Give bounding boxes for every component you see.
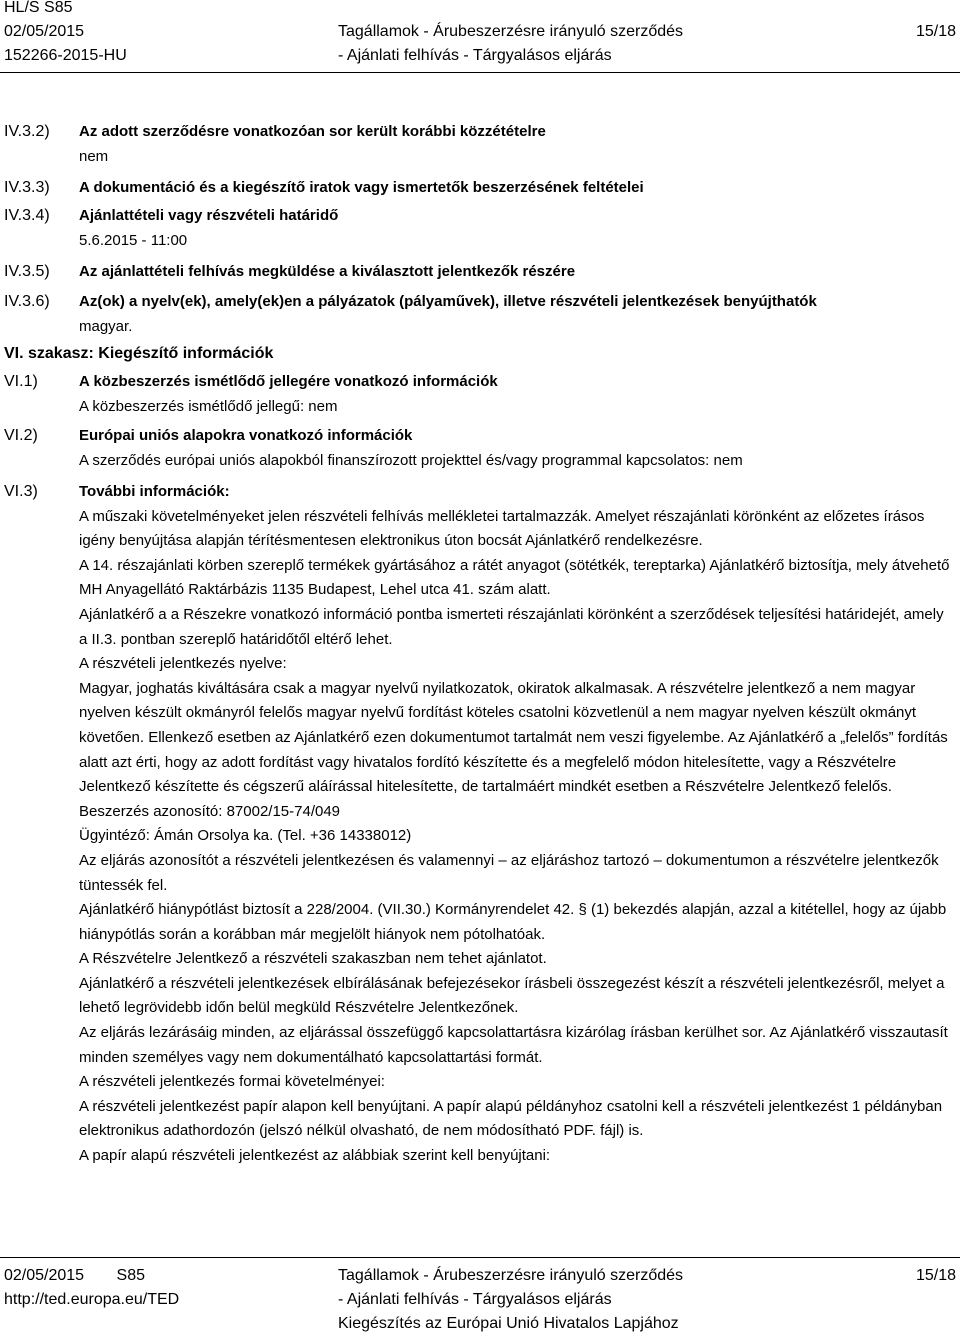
section-text: A 14. részajánlati körben szereplő termékek gyártásához a rátét anyagot (sötétkék, tereptarka) Ajánlatkérő biztosítja, mely átvehető MH Anyagellátó Raktárbázis 1135 Budapest, Lehel utca 41. szám alatt. [79,556,950,599]
footer-date [4,1266,145,1286]
section-text: Beszerzés azonosító: 87002/15-74/049 [79,802,341,820]
section-number: VI.3) [4,483,38,500]
section-text: Az eljárás azonosítót a részvételi jelentkezésen és valamennyi – az eljáráshoz tartozó – dokumentumon a részvételre jelentkezők tüntessék fel. [79,851,939,894]
section-text: A részvételi jelentkezés formai követelményei: [79,1073,385,1091]
section-content [79,176,953,201]
header-notice-number: 152266-2015-HU [4,47,127,64]
section-number: IV.3.3) [4,179,50,196]
section-number: IV.3.5) [4,263,50,280]
section-text: Ügyintéző: Ámán Orsolya ka. (Tel. +36 14338012) [79,827,412,845]
section-text: Az eljárás lezárásáig minden, az eljárással összefüggő kapcsolattartásra kizárólag írásban kerülhet sor. Az Ajánlatkérő visszautasít minden személyes vagy nem dokumentálható kapcsolattartási formát. [79,1024,948,1066]
section-text: Ajánlatkérő a részvételi jelentkezések elbírálásának befejezésekor írásbeli összegezést készít a részvételi jelentkezésről, melyet a lehető legrövidebb időn belül megküld Részvételre Jelentkezőnek. [79,974,945,1017]
header-divider [0,72,960,73]
section-text: 5.6.2015 - 11:00 [79,231,188,249]
section-heading: Ajánlattételi vagy részvételi határidő [79,207,339,224]
section-number: IV.3.6) [4,293,50,310]
page-footer [0,1262,960,1334]
section-content [79,424,953,473]
section-vi-title: VI. szakasz: Kiegészítő információk [4,345,274,362]
footer-title-line3: Kiegészítés az Európai Unió Hivatalos Lapjához [338,1315,679,1332]
page-header [0,0,960,72]
footer-divider [0,1257,960,1258]
section-text: A közbeszerzés ismétlődő jellegű: nem [79,397,338,415]
footer-title-line2: - Ajánlati felhívás - Tárgyalásos eljárás [338,1291,612,1308]
header-title-line1: Tagállamok - Árubeszerzésre irányuló szerződés [338,23,684,40]
section-text: A papír alapú részvételi jelentkezést az alábbiak szerint kell benyújtani: [79,1147,551,1165]
section-heading: Az adott szerződésre vonatkozóan sor került korábbi közzétételre [79,123,546,140]
section-heading: Az ajánlattételi felhívás megküldése a kiválasztott jelentkezők részére [79,263,576,280]
header-date: 02/05/2015 [4,23,85,40]
section-heading: További információk: [79,483,230,500]
section-content [79,290,953,339]
section-content [79,120,953,169]
section-text: magyar. [79,317,133,335]
section-text: A részvételi jelentkezés nyelve: [79,655,287,673]
footer-link[interactable]: http://ted.europa.eu/TED [4,1291,180,1308]
section-number: IV.3.2) [4,123,50,140]
header-title-line2: - Ajánlati felhívás - Tárgyalásos eljárás [338,47,612,64]
section-content [79,370,953,419]
section-text: Ajánlatkérő a a Részekre vonatkozó információ pontba ismerteti részajánlati körönként a szerződések teljesítési határidejét, amely a II.3. pontban szereplő határidőtől eltérő lehet. [79,605,944,648]
section-text: Ajánlatkérő hiánypótlást biztosít a 228/2004. (VII.30.) Kormányrendelet 42. § (1) bekezdés alapján, azzal a kitétellel, hogy az újabb hiánypótlás során a korábban már megjelölt hiányok nem pótolhatóak. [79,901,947,943]
footer-title-line1: Tagállamok - Árubeszerzésre irányuló szerződés [338,1267,684,1284]
section-text: A műszaki követelményeket jelen részvételi felhívás mellékletei tartalmazzák. Amelyet részajánlati körönként az előzetes írásos igény benyújtása alapján térítésmentesen elektronikus úton bocsát Ajánlatkérő rendelkezésre. [79,507,925,550]
section-text: A Részvételre Jelentkező a részvételi szakaszban nem tehet ajánlatot. [79,950,547,968]
header-page-number: 15/18 [915,23,956,40]
section-text: nem [79,147,109,165]
section-number: VI.2) [4,427,38,444]
section-content [79,480,953,1169]
section-heading: Az(ok) a nyelv(ek), amely(ek)en a pályázatok (pályaművek), illetve részvételi jelentkezések benyújthatók [79,293,817,310]
section-number: IV.3.4) [4,207,50,224]
section-content [79,260,953,285]
header-doc-code: HL/S S85 [4,0,73,16]
section-heading: Európai uniós alapokra vonatkozó információk [79,427,413,444]
footer-date-text: 02/05/2015 [4,1267,85,1284]
section-heading: A dokumentáció és a kiegészítő iratok vagy ismertetők beszerzésének feltételei [79,179,644,196]
section-text: Magyar, joghatás kiváltására csak a magyar nyelvű nyilatkozatok, okiratok alkalmasak. A részvételre jelentkező a nem magyar nyelven készült okmányról felelős magyar nyelvű fordítást köteles csatolni közvetlenül a nem magyar nyelven készült okmányt követően. Ellenkező esetben az Ajánlatkérő ezen dokumentumot tartalmát nem veszi figyelembe. Az Ajánlatkérő a „felelős” fordítás alatt azt érti, hogy az adott fordítást vagy hivatalos fordító készítette és a megfelelő módon hitelesítette, vagy a Részvételre Jelentkező készítette és cégszerű aláírással hitelesítette, de tartalmáért mindkét esetben a Részvételre Jelentkező felelős. [79,679,948,796]
section-number: VI.1) [4,373,38,390]
section-content [79,204,953,253]
section-heading: A közbeszerzés ismétlődő jellegére vonatkozó információk [79,373,498,390]
section-text: A szerződés európai uniós alapokból finanszírozott projekttel és/vagy programmal kapcsolatos: nem [79,451,743,469]
footer-series: S85 [116,1267,145,1284]
footer-page-number: 15/18 [915,1267,956,1284]
section-text: A részvételi jelentkezést papír alapon kell benyújtani. A papír alapú példányhoz csatolni kell a részvételi jelentkezést 1 példányban elektronikus adathordozón (jelszó nélkül olvasható, de nem módosítható PDF. fájl) is. [79,1097,943,1140]
